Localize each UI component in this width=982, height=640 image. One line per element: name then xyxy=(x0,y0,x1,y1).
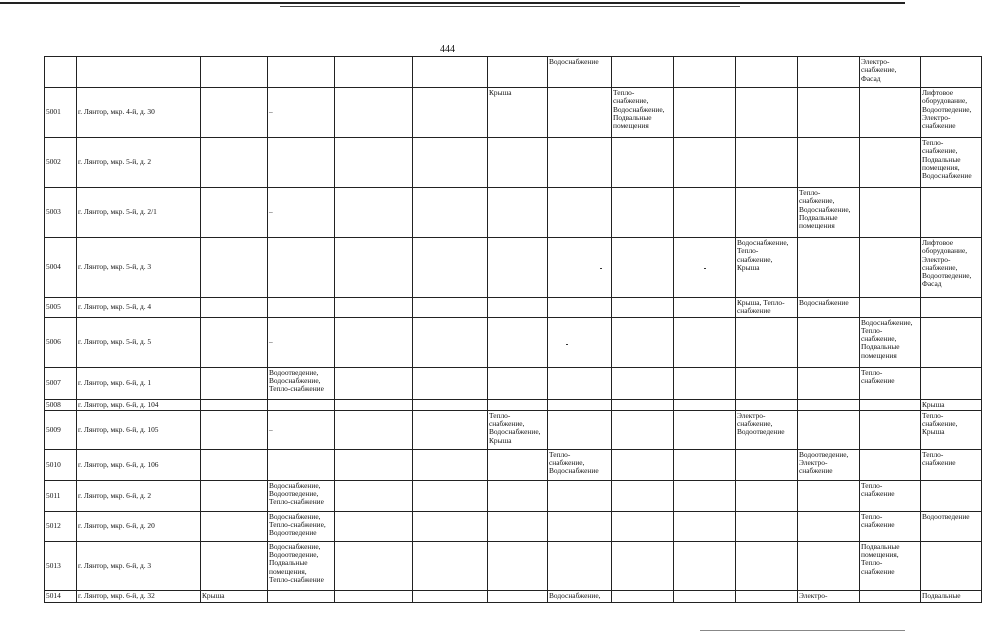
work-type-cell xyxy=(488,138,548,188)
row-number-cell: 5004 xyxy=(45,238,77,298)
table-row xyxy=(45,590,982,602)
work-type-cell xyxy=(612,410,674,449)
address-cell: г. Лянтор, мкр. 6-й, д. 3 xyxy=(77,541,201,590)
address-cell: г. Лянтор, мкр. 5-й, д. 2/1 xyxy=(77,188,201,238)
row-number-cell: 5014 xyxy=(45,590,77,602)
work-type-cell xyxy=(413,188,488,238)
work-type-cell xyxy=(335,480,413,511)
work-type-cell xyxy=(335,590,413,602)
work-type-cell xyxy=(268,238,335,298)
work-type-cell xyxy=(413,138,488,188)
row-number-cell: 5008 xyxy=(45,399,77,410)
work-type-cell xyxy=(612,541,674,590)
table-row xyxy=(45,399,982,410)
work-type-cell xyxy=(548,298,612,318)
address-cell: г. Лянтор, мкр. 6-й, д. 106 xyxy=(77,449,201,480)
work-type-cell xyxy=(736,590,798,602)
work-type-cell xyxy=(413,511,488,541)
work-type-cell xyxy=(335,88,413,138)
work-type-cell xyxy=(548,541,612,590)
table-cell: Водоснабжение xyxy=(548,57,612,88)
work-type-cell xyxy=(335,298,413,318)
work-type-cell xyxy=(798,238,860,298)
work-type-cell xyxy=(736,317,798,367)
scan-speck xyxy=(704,268,706,269)
work-type-cell xyxy=(736,367,798,399)
work-type-cell xyxy=(798,367,860,399)
work-type-cell xyxy=(860,298,921,318)
work-type-cell xyxy=(798,138,860,188)
work-type-cell xyxy=(201,511,268,541)
work-type-cell xyxy=(921,188,982,238)
table-cell xyxy=(736,57,798,88)
work-type-cell: Крыша, Тепло- снабжение xyxy=(736,298,798,318)
work-type-cell xyxy=(488,541,548,590)
scan-speck xyxy=(566,344,568,345)
work-type-cell: Тепло- снабжение xyxy=(921,449,982,480)
work-type-cell xyxy=(413,298,488,318)
work-type-cell xyxy=(612,399,674,410)
table-cell xyxy=(674,57,736,88)
work-type-cell xyxy=(548,410,612,449)
table-row xyxy=(45,317,982,367)
work-type-cell xyxy=(674,298,736,318)
work-type-cell: Тепло- снабжение xyxy=(860,480,921,511)
work-type-cell xyxy=(335,188,413,238)
work-type-cell xyxy=(488,188,548,238)
work-type-cell xyxy=(335,410,413,449)
page-number: 444 xyxy=(440,44,455,55)
work-type-cell: Тепло- снабжение, Водоснабжение xyxy=(548,449,612,480)
table-cell xyxy=(45,57,77,88)
address-cell: г. Лянтор, мкр. 6-й, д. 105 xyxy=(77,410,201,449)
work-type-cell xyxy=(548,480,612,511)
work-type-cell xyxy=(921,298,982,318)
work-type-cell xyxy=(488,298,548,318)
work-type-cell xyxy=(736,138,798,188)
work-type-cell xyxy=(736,88,798,138)
work-type-cell xyxy=(612,188,674,238)
table-row xyxy=(45,541,982,590)
work-type-cell: Электро- xyxy=(798,590,860,602)
work-type-cell xyxy=(488,399,548,410)
row-number-cell: 5006 xyxy=(45,317,77,367)
work-type-cell xyxy=(201,480,268,511)
work-type-cell xyxy=(798,317,860,367)
address-cell: г. Лянтор, мкр. 6-й, д. 32 xyxy=(77,590,201,602)
table-cell xyxy=(335,57,413,88)
work-type-cell xyxy=(921,541,982,590)
work-type-cell xyxy=(488,238,548,298)
row-number-cell: 5001 xyxy=(45,88,77,138)
table-cell xyxy=(612,57,674,88)
work-type-cell xyxy=(335,317,413,367)
work-type-cell xyxy=(201,317,268,367)
work-type-cell xyxy=(674,399,736,410)
work-type-cell: Водоснабжение, xyxy=(548,590,612,602)
work-type-cell xyxy=(413,317,488,367)
work-type-cell xyxy=(201,88,268,138)
work-type-cell: Водоснабжение xyxy=(798,298,860,318)
work-type-cell xyxy=(488,480,548,511)
work-type-cell xyxy=(921,317,982,367)
row-number-cell: 5010 xyxy=(45,449,77,480)
table-row xyxy=(45,138,982,188)
work-type-cell xyxy=(674,367,736,399)
work-type-cell: Тепло- снабжение, Крыша xyxy=(921,410,982,449)
table-row xyxy=(45,410,982,449)
work-type-cell: Лифтовое оборудование, Водоотведение, Электро- снабжение xyxy=(921,88,982,138)
work-type-cell xyxy=(335,449,413,480)
work-type-cell xyxy=(201,399,268,410)
work-type-cell xyxy=(736,541,798,590)
table-row xyxy=(45,88,982,138)
work-type-cell xyxy=(798,88,860,138)
work-type-cell xyxy=(674,480,736,511)
address-cell: г. Лянтор, мкр. 4-й, д. 30 xyxy=(77,88,201,138)
row-number-cell: 5003 xyxy=(45,188,77,238)
work-type-cell xyxy=(413,238,488,298)
work-type-cell xyxy=(335,541,413,590)
work-type-cell: Тепло- снабжение, Подвальные помещения, Водоснабжение xyxy=(921,138,982,188)
work-type-cell xyxy=(860,399,921,410)
work-type-cell: Водоснабжение, Водоотведение, Подвальные помещения, Тепло-снабжение xyxy=(268,541,335,590)
work-type-cell: Подвальные помещения, Тепло- снабжение xyxy=(860,541,921,590)
work-type-cell xyxy=(674,138,736,188)
work-type-cell xyxy=(201,449,268,480)
row-number-cell: 5002 xyxy=(45,138,77,188)
work-type-cell: Тепло- снабжение, Водоснабжение, Подвальные помещения xyxy=(612,88,674,138)
work-type-cell xyxy=(736,480,798,511)
scan-speck xyxy=(600,268,602,269)
work-type-cell xyxy=(413,399,488,410)
work-type-cell: Тепло- снабжение, Водоснабжение, Крыша xyxy=(488,410,548,449)
work-type-cell xyxy=(548,138,612,188)
work-type-cell xyxy=(548,317,612,367)
row-number-cell: 5012 xyxy=(45,511,77,541)
work-type-cell: Тепло- снабжение xyxy=(860,367,921,399)
work-type-cell xyxy=(612,449,674,480)
work-type-cell xyxy=(268,590,335,602)
row-number-cell: 5005 xyxy=(45,298,77,318)
work-type-cell xyxy=(335,138,413,188)
work-type-cell xyxy=(612,238,674,298)
table-row xyxy=(45,511,982,541)
work-type-cell xyxy=(736,188,798,238)
work-type-cell xyxy=(201,238,268,298)
work-type-cell xyxy=(860,138,921,188)
work-type-cell xyxy=(674,511,736,541)
table-cell xyxy=(488,57,548,88)
work-type-cell xyxy=(612,138,674,188)
work-type-cell xyxy=(674,410,736,449)
table-row xyxy=(45,449,982,480)
work-type-cell xyxy=(268,449,335,480)
work-type-cell xyxy=(612,590,674,602)
work-type-cell xyxy=(612,367,674,399)
address-cell: г. Лянтор, мкр. 6-й, д. 1 xyxy=(77,367,201,399)
row-number-cell: 5009 xyxy=(45,410,77,449)
table-cell xyxy=(77,57,201,88)
top-border-line xyxy=(0,2,905,4)
work-type-cell xyxy=(201,138,268,188)
work-type-cell xyxy=(201,367,268,399)
work-type-cell xyxy=(674,317,736,367)
work-type-cell xyxy=(860,410,921,449)
work-type-cell xyxy=(201,410,268,449)
work-type-cell xyxy=(548,399,612,410)
table-row xyxy=(45,367,982,399)
work-type-cell: Водоотведение, Электро- снабжение xyxy=(798,449,860,480)
table-row xyxy=(45,298,982,318)
work-type-cell xyxy=(413,367,488,399)
work-type-cell xyxy=(413,541,488,590)
row-number-cell: 5013 xyxy=(45,541,77,590)
table-cell xyxy=(201,57,268,88)
work-type-cell: Водоснабжение, Тепло-снабжение, Водоотведение xyxy=(268,511,335,541)
work-type-cell: Крыша xyxy=(921,399,982,410)
work-type-cell xyxy=(860,238,921,298)
work-type-cell xyxy=(736,511,798,541)
work-type-cell xyxy=(413,410,488,449)
work-type-cell: Водоотведение, Водоснабжение, Тепло-снабжение xyxy=(268,367,335,399)
work-type-cell xyxy=(488,590,548,602)
work-type-cell xyxy=(798,410,860,449)
work-type-cell xyxy=(674,541,736,590)
work-type-cell xyxy=(201,541,268,590)
work-type-cell: – xyxy=(268,188,335,238)
work-type-cell xyxy=(335,511,413,541)
work-type-cell xyxy=(736,399,798,410)
table-row xyxy=(45,238,982,298)
work-type-cell xyxy=(488,511,548,541)
address-cell: г. Лянтор, мкр. 5-й, д. 5 xyxy=(77,317,201,367)
work-type-cell xyxy=(548,367,612,399)
work-type-cell xyxy=(798,541,860,590)
work-type-cell xyxy=(674,88,736,138)
work-type-cell xyxy=(413,449,488,480)
table-cell xyxy=(798,57,860,88)
work-type-cell: – xyxy=(268,88,335,138)
work-type-cell xyxy=(736,449,798,480)
work-type-cell: Крыша xyxy=(201,590,268,602)
work-type-cell xyxy=(413,88,488,138)
work-type-cell xyxy=(548,188,612,238)
work-type-cell xyxy=(798,399,860,410)
work-type-cell xyxy=(488,367,548,399)
work-type-cell: Тепло- снабжение xyxy=(860,511,921,541)
work-type-cell xyxy=(335,238,413,298)
work-type-cell xyxy=(674,590,736,602)
address-cell: г. Лянтор, мкр. 5-й, д. 3 xyxy=(77,238,201,298)
repair-schedule-table xyxy=(44,56,982,603)
work-type-cell: Водоснабжение, Тепло- снабжение, Подвальные помещения xyxy=(860,317,921,367)
work-type-cell xyxy=(860,590,921,602)
work-type-cell xyxy=(612,298,674,318)
work-type-cell xyxy=(488,449,548,480)
address-cell: г. Лянтор, мкр. 6-й, д. 104 xyxy=(77,399,201,410)
work-type-cell: – xyxy=(268,410,335,449)
work-type-cell xyxy=(860,188,921,238)
work-type-cell: Водоотведение xyxy=(921,511,982,541)
address-cell: г. Лянтор, мкр. 6-й, д. 2 xyxy=(77,480,201,511)
address-cell: г. Лянтор, мкр. 5-й, д. 2 xyxy=(77,138,201,188)
work-type-cell: Тепло- снабжение, Водоснабжение, Подвальные помещения xyxy=(798,188,860,238)
row-number-cell: 5011 xyxy=(45,480,77,511)
work-type-cell xyxy=(488,317,548,367)
work-type-cell xyxy=(548,511,612,541)
work-type-cell: Лифтовое оборудование, Электро- снабжение, Водоотведение, Фасад xyxy=(921,238,982,298)
work-type-cell: – xyxy=(268,317,335,367)
address-cell: г. Лянтор, мкр. 5-й, д. 4 xyxy=(77,298,201,318)
table-cell: Электро- снабжение, Фасад xyxy=(860,57,921,88)
work-type-cell xyxy=(674,188,736,238)
work-type-cell xyxy=(268,399,335,410)
work-type-cell xyxy=(798,511,860,541)
work-type-cell xyxy=(335,367,413,399)
address-cell: г. Лянтор, мкр. 6-й, д. 20 xyxy=(77,511,201,541)
work-type-cell xyxy=(268,138,335,188)
work-type-cell: Электро- снабжение, Водоотведение xyxy=(736,410,798,449)
work-type-cell xyxy=(335,399,413,410)
table-row xyxy=(45,188,982,238)
work-type-cell xyxy=(921,367,982,399)
top-border-line-secondary xyxy=(280,6,740,7)
work-type-cell xyxy=(548,88,612,138)
work-type-cell xyxy=(860,88,921,138)
table-row xyxy=(45,480,982,511)
work-type-cell xyxy=(860,449,921,480)
work-type-cell: Крыша xyxy=(488,88,548,138)
work-type-cell xyxy=(612,480,674,511)
work-type-cell xyxy=(268,298,335,318)
row-number-cell: 5007 xyxy=(45,367,77,399)
work-type-cell xyxy=(413,480,488,511)
work-type-cell: Подвальные xyxy=(921,590,982,602)
work-type-cell xyxy=(612,317,674,367)
work-type-cell xyxy=(798,480,860,511)
work-type-cell: Водоснабжение, Водоотведение, Тепло-снабжение xyxy=(268,480,335,511)
work-type-cell xyxy=(201,298,268,318)
work-type-cell xyxy=(921,480,982,511)
work-type-cell xyxy=(413,590,488,602)
bottom-scan-line xyxy=(700,630,905,631)
table-cell xyxy=(413,57,488,88)
table-row-continuation xyxy=(45,57,982,88)
work-type-cell xyxy=(201,188,268,238)
work-type-cell xyxy=(612,511,674,541)
work-type-cell xyxy=(674,449,736,480)
table-cell xyxy=(268,57,335,88)
table-cell xyxy=(921,57,982,88)
work-type-cell: Водоснабжение, Тепло- снабжение, Крыша xyxy=(736,238,798,298)
